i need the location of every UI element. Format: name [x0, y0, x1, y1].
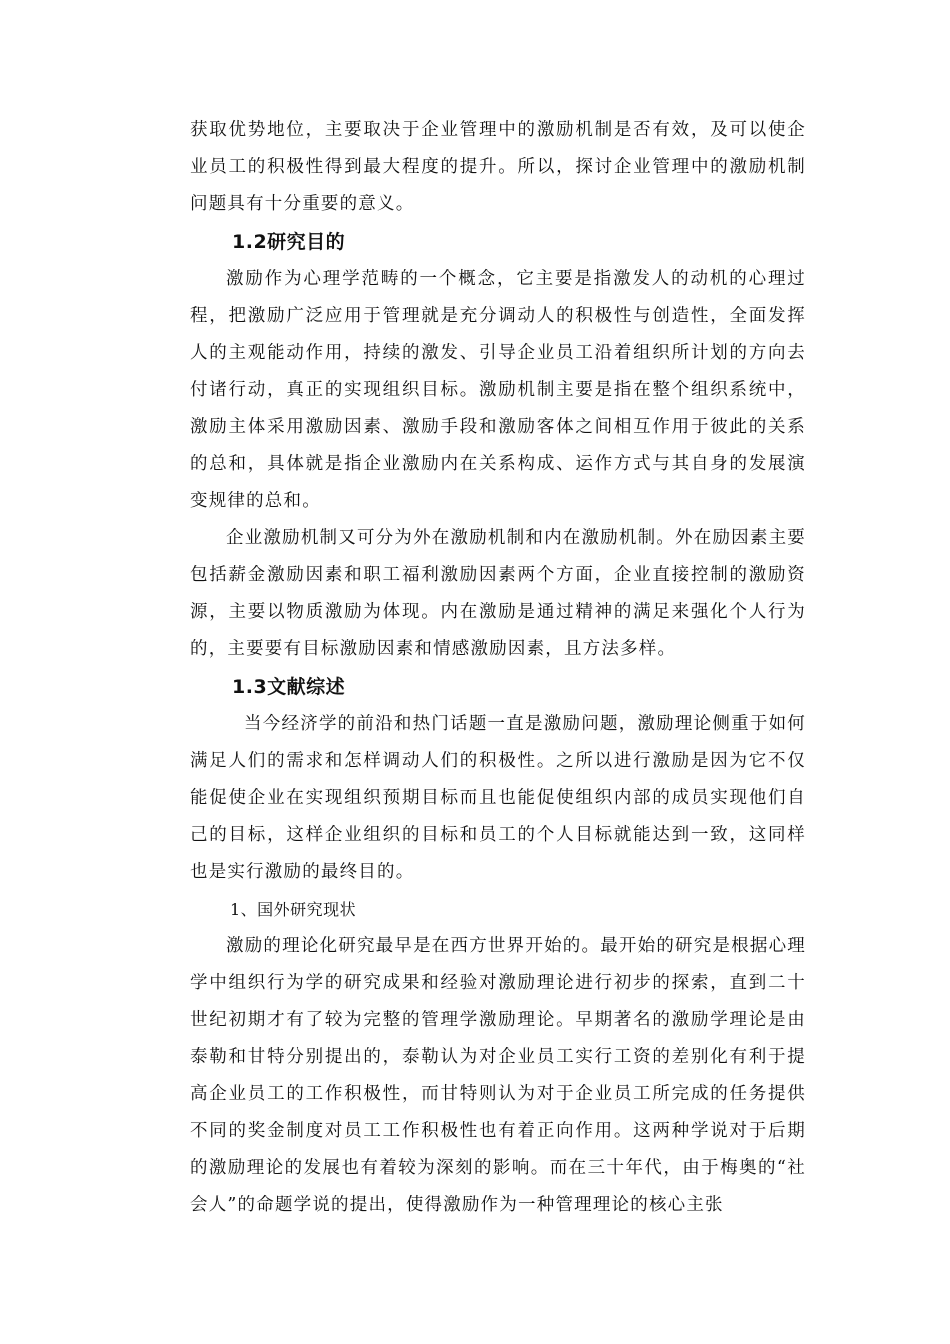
section-heading-1-3: 1.3文献综述	[232, 676, 346, 698]
intro-paragraph: 获取优势地位，主要取决于企业管理中的激励机制是否有效，及可以使企业员工的积极性得到最大程度的提升。所以，探讨企业管理中的激励机制问题具有十分重要的意义。	[190, 120, 806, 214]
research-purpose-paragraph-2: 企业激励机制又可分为外在激励机制和内在激励机制。外在励因素主要包括薪金激励因素和职工福利激励因素两个方面，企业直接控制的激励资源，主要以物质激励为体现。内在激励是通过精神的满足来强化个人行为的，主要要有目标激励因素和情感激励因素，且方法多样。	[190, 528, 806, 659]
literature-review-paragraph-1: 当今经济学的前沿和热门话题一直是激励问题，激励理论侧重于如何满足人们的需求和怎样调动人们的积极性。之所以进行激励是因为它不仅能促使企业在实现组织预期目标而且也能促使组织内部的成员实现他们自己的目标，这样企业组织的目标和员工的个人目标就能达到一致，这同样也是实行激励的最终目的。	[190, 714, 806, 882]
section-heading-1-2: 1.2研究目的	[232, 231, 346, 253]
research-purpose-paragraph-1: 激励作为心理学范畴的一个概念，它主要是指激发人的动机的心理过程，把激励广泛应用于管理就是充分调动人的积极性与创造性，全面发挥人的主观能动作用，持续的激发、引导企业员工沿着组织所计划的方向去付诸行动，真正的实现组织目标。激励机制主要是指在整个组织系统中，激励主体采用激励因素、激励手段和激励客体之间相互作用于彼此的关系的总和，具体就是指企业激励内在关系构成、运作方式与其自身的发展演变规律的总和。	[190, 269, 806, 511]
document-body	[190, 112, 806, 1224]
literature-review-paragraph-2: 激励的理论化研究最早是在西方世界开始的。最开始的研究是根据心理学中组织行为学的研究成果和经验对激励理论进行初步的探索，直到二十世纪初期才有了较为完整的管理学激励理论。早期著名的激励学理论是由泰勒和甘特分别提出的，泰勒认为对企业员工实行工资的差别化有利于提高企业员工的工作积极性，而甘特则认为对于企业员工所完成的任务提供不同的奖金制度对员工工作积极性也有着正向作用。这两种学说对于后期的激励理论的发展也有着较为深刻的影响。而在三十年代，由于梅奥的“社会人”的命题学说的提出，使得激励作为一种管理理论的核心主张	[190, 936, 806, 1215]
subsection-heading-foreign-research: 1、国外研究现状	[230, 900, 357, 919]
